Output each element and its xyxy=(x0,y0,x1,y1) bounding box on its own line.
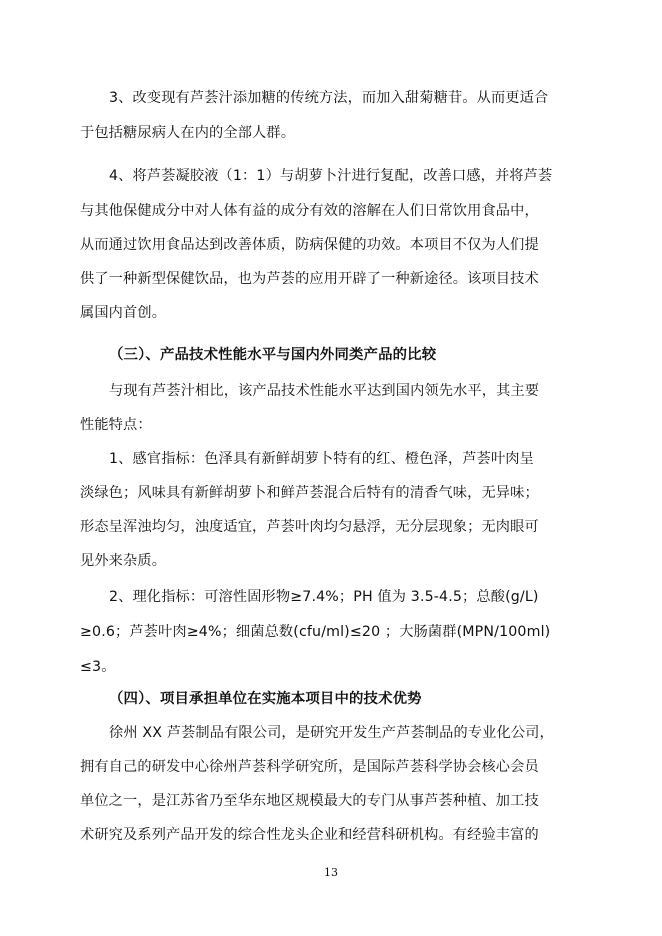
comparison-line-2: 性能特点： xyxy=(80,417,152,433)
paragraph-4-line-3: 从而通过饮用食品达到改善体质，防病保健的功效。本项目不仅为人们提 xyxy=(80,237,539,253)
company-paragraph-line-4: 术研究及系列产品开发的综合性龙头企业和经营科研机构。有经验丰富的 xyxy=(80,827,539,843)
company-paragraph-line-3: 单位之一，是江苏省乃至华东地区规模最大的专门从事芦荟种植、加工技 xyxy=(80,793,539,809)
physicochemical-indicators-line-1: 2、理化指标：可溶性固形物≥7.4%；PH 值为 3.5-4.5；总酸(g/L) xyxy=(109,589,539,605)
sensory-indicators-line-3: 形态呈浑浊均匀，浊度适宜，芦荟叶肉均匀悬浮，无分层现象；无肉眼可 xyxy=(80,519,539,535)
section-heading-3: （三）、产品技术性能水平与国内外同类产品的比较 xyxy=(109,347,437,363)
section-heading-4: （四）、项目承担单位在实施本项目中的技术优势 xyxy=(109,691,422,707)
company-paragraph-line-2: 拥有自己的研发中心徐州芦荟科学研究所，是国际芦荟科学协会核心会员 xyxy=(80,759,539,775)
company-paragraph-line-1: 徐州 XX 芦荟制品有限公司，是研究开发生产芦荟制品的专业化公司， xyxy=(109,725,554,741)
paragraph-3-line-2: 于包括糖尿病人在内的全部人群。 xyxy=(80,125,296,141)
physicochemical-indicators-line-3: ≤3。 xyxy=(80,659,116,675)
sensory-indicators-line-1: 1、感官指标：色泽具有新鲜胡萝卜特有的红、橙色泽，芦荟叶肉呈 xyxy=(109,451,534,467)
paragraph-4-line-1: 4、将芦荟凝胶液（1：1）与胡萝卜汁进行复配，改善口感，并将芦荟 xyxy=(109,168,553,184)
paragraph-3-line-1: 3、改变现有芦荟汁添加糖的传统方法，而加入甜菊糖苷。从而更适合 xyxy=(109,90,549,106)
sensory-indicators-line-4: 见外来杂质。 xyxy=(80,553,167,569)
paragraph-4-line-5: 属国内首创。 xyxy=(80,305,167,321)
paragraph-4-line-2: 与其他保健成分中对人体有益的成分有效的溶解在人们日常饮用食品中， xyxy=(80,203,539,219)
paragraph-4-line-4: 供了一种新型保健饮品，也为芦荟的应用开辟了一种新途径。该项目技术 xyxy=(80,271,539,287)
page-number: 13 xyxy=(324,866,338,879)
comparison-line-1: 与现有芦荟汁相比，该产品技术性能水平达到国内领先水平，其主要 xyxy=(109,383,540,399)
physicochemical-indicators-line-2: ≥0.6；芦荟叶肉≥4%；细菌总数(cfu/ml)≤20 ；大肠菌群(MPN/100ml) xyxy=(80,624,551,640)
sensory-indicators-line-2: 淡绿色；风味具有新鲜胡萝卜和鲜芦荟混合后特有的清香气味，无异味； xyxy=(80,485,539,501)
